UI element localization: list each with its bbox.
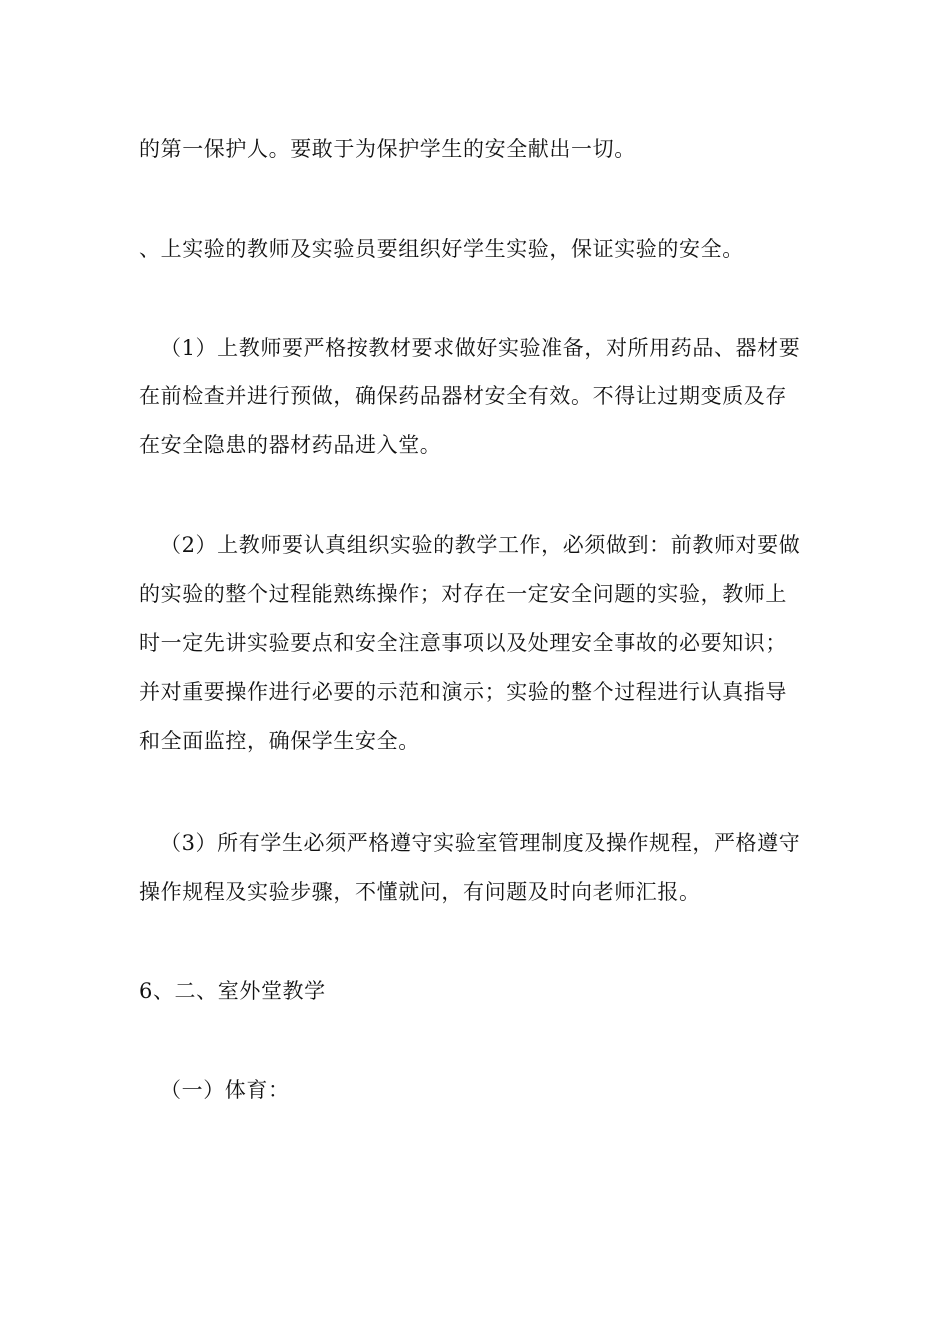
paragraph-line: （2）上教师要认真组织实验的教学工作，必须做到：前教师对要做	[160, 533, 801, 557]
paragraph-line: 和全面监控，确保学生安全。	[139, 729, 420, 753]
paragraph-line: 在前检查并进行预做，确保药品器材安全有效。不得让过期变质及存	[139, 384, 787, 408]
paragraph-line: 的实验的整个过程能熟练操作；对存在一定安全问题的实验，教师上	[139, 582, 787, 606]
paragraph-line: 在安全隐患的器材药品进入堂。	[139, 433, 442, 457]
paragraph-line: （1）上教师要严格按教材要求做好实验准备，对所用药品、器材要	[160, 336, 801, 360]
paragraph-line: 、上实验的教师及实验员要组织好学生实验，保证实验的安全。	[139, 237, 744, 261]
paragraph-line: 时一定先讲实验要点和安全注意事项以及处理安全事故的必要知识；	[139, 631, 787, 655]
section-heading: 6、二、室外堂教学	[139, 979, 326, 1003]
paragraph-line: （3）所有学生必须严格遵守实验室管理制度及操作规程，严格遵守	[160, 831, 801, 855]
paragraph-line: 的第一保护人。要敢于为保护学生的安全献出一切。	[139, 137, 636, 161]
subsection-heading: （一）体育：	[160, 1078, 290, 1102]
paragraph-line: 并对重要操作进行必要的示范和演示；实验的整个过程进行认真指导	[139, 680, 787, 704]
paragraph-line: 操作规程及实验步骤，不懂就问，有问题及时向老师汇报。	[139, 880, 701, 904]
